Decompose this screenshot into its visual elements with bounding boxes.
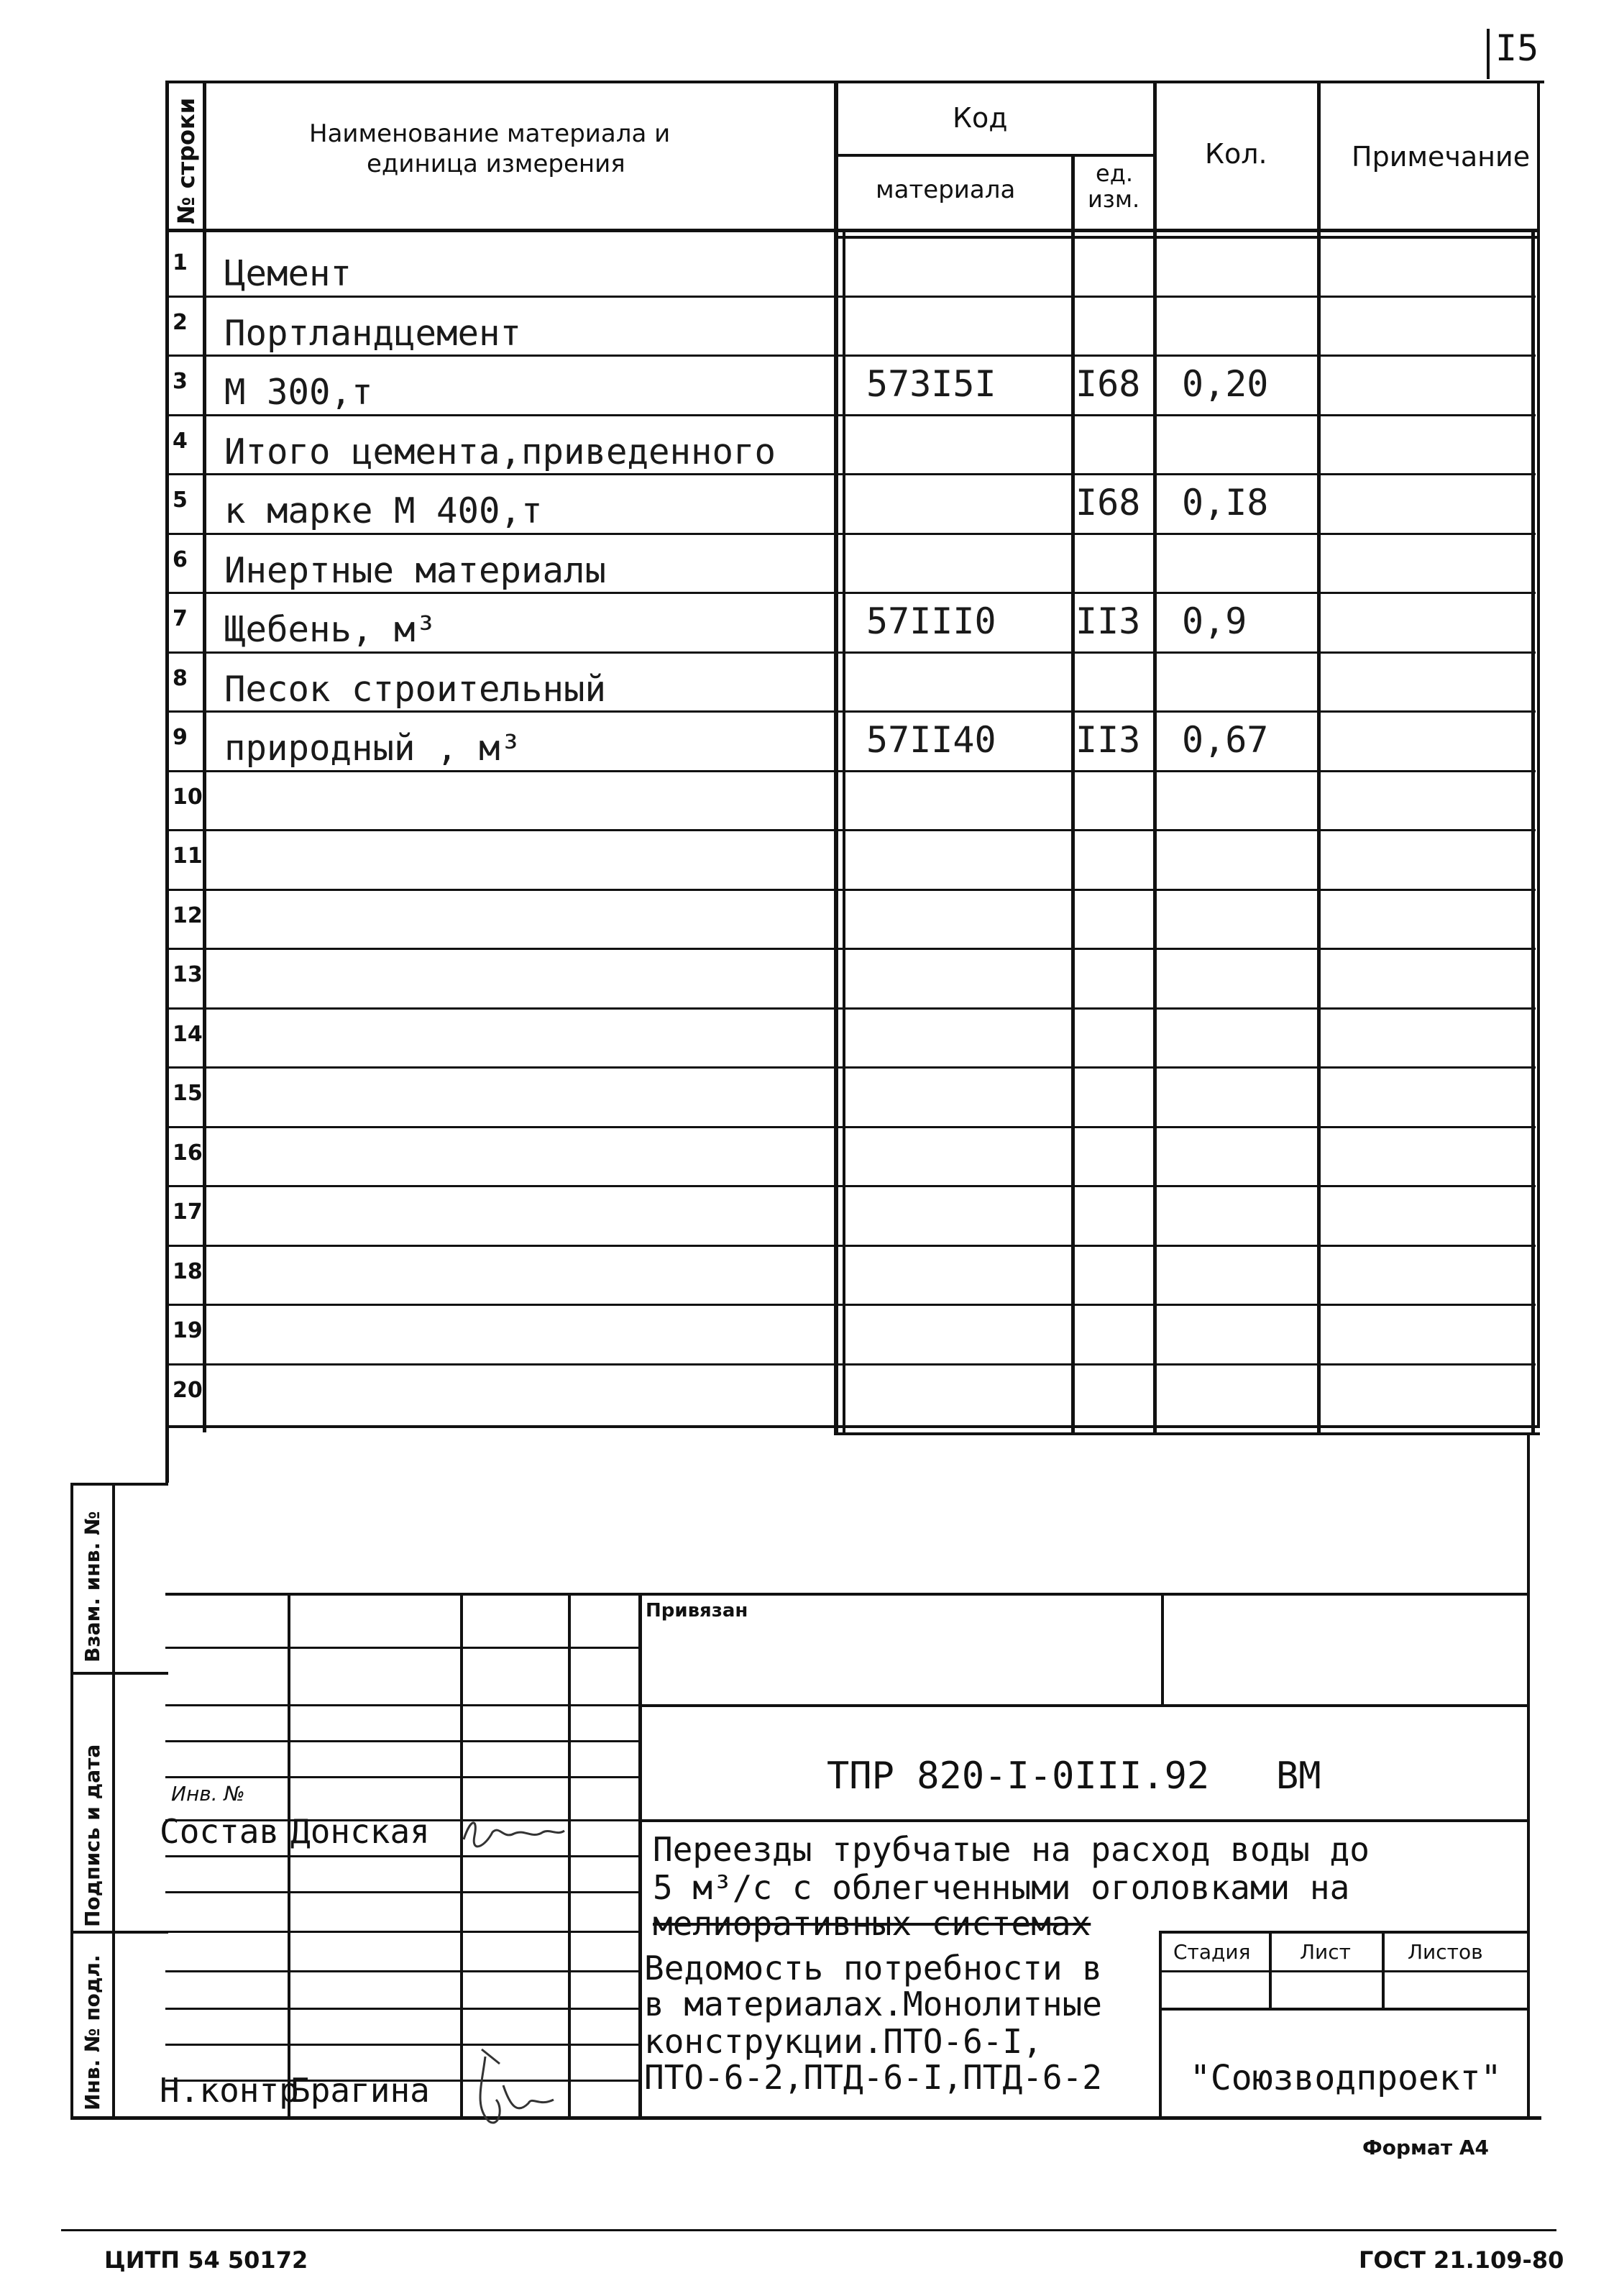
tb-grid-line xyxy=(165,1891,640,1893)
row-name: Щебень, м³ xyxy=(224,609,437,650)
row-number: 6 xyxy=(173,547,188,572)
row-separator xyxy=(165,948,1536,950)
row-number: 9 xyxy=(173,725,188,750)
header-bottom-border-2 xyxy=(834,236,1540,239)
side-stamp-mid xyxy=(112,1483,115,2119)
row-separator xyxy=(165,355,1536,357)
tb-subtitle-line3: конструкции.ПТО-6-I, xyxy=(644,2022,1042,2061)
row-number: 4 xyxy=(173,429,188,454)
row-name: Песок строительный xyxy=(224,669,607,710)
tb-grid-line xyxy=(165,1776,640,1778)
row-name: Инертные материалы xyxy=(224,550,607,591)
row-code: 573I5I xyxy=(866,363,996,405)
tb-doc-code: ТПР 820-I-0III.92 xyxy=(827,1755,1210,1798)
col-sep-note-right xyxy=(1531,230,1535,1432)
tb-title-line3: мелиоративных системах xyxy=(653,1904,1091,1943)
row-separator xyxy=(165,473,1536,475)
row-number: 12 xyxy=(173,903,203,928)
row-name: к марке М 400,т xyxy=(224,490,543,531)
row-number: 20 xyxy=(173,1378,203,1403)
tb-listov-label: Листов xyxy=(1408,1940,1483,1964)
header-bottom-border xyxy=(165,229,1540,232)
row-qty: 0,9 xyxy=(1182,600,1247,642)
tb-list-label: Лист xyxy=(1300,1940,1351,1964)
row-separator xyxy=(165,889,1536,891)
footer-rule xyxy=(61,2229,1556,2231)
row-number: 10 xyxy=(173,785,203,810)
row-number: 16 xyxy=(173,1140,203,1166)
row-number: 14 xyxy=(173,1022,203,1047)
tb-nkontr-role: Н.контр xyxy=(160,2071,299,2110)
tb-grid-line xyxy=(165,1970,640,1972)
row-number: 11 xyxy=(173,843,203,869)
header-qty: Кол. xyxy=(1205,138,1267,170)
tb-title-line2: 5 м³/с с облегченными оголовками на xyxy=(653,1868,1350,1907)
header-code-material: материала xyxy=(876,175,1016,204)
row-name: Цемент xyxy=(224,253,352,294)
tb-grid-line xyxy=(165,1740,640,1742)
row-name: М 300,т xyxy=(224,372,373,413)
page-number-bracket xyxy=(1487,29,1490,79)
col-sep-qty xyxy=(1317,81,1321,1432)
row-number: 13 xyxy=(173,962,203,987)
tb-privyazan-sep xyxy=(1161,1593,1164,1704)
tb-stage-col xyxy=(1159,1931,1162,2119)
row-number: 1 xyxy=(173,250,188,275)
tb-right-border xyxy=(1527,1435,1530,2119)
tb-grid-line xyxy=(165,1855,640,1857)
table-left-border xyxy=(165,81,169,1483)
row-separator xyxy=(165,1007,1536,1010)
row-code: 57III0 xyxy=(866,600,996,642)
row-number: 5 xyxy=(173,488,188,513)
col-sep-unit xyxy=(1153,81,1157,1432)
row-separator xyxy=(165,1066,1536,1069)
row-unit: I68 xyxy=(1075,363,1141,405)
side-stamp-sep1 xyxy=(70,1672,168,1675)
row-number: 18 xyxy=(173,1259,203,1284)
tb-inv-no-label: Инв. № xyxy=(171,1782,245,1806)
tb-privyazan-label: Привязан xyxy=(646,1600,748,1622)
tb-subtitle-line4: ПТО-6-2,ПТД-6-I,ПТД-6-2 xyxy=(644,2058,1102,2097)
row-qty: 0,I8 xyxy=(1182,482,1269,523)
row-separator xyxy=(165,1363,1536,1366)
header-note: Примечание xyxy=(1352,141,1531,173)
table-top-border xyxy=(165,81,1544,83)
col-sep-name xyxy=(834,81,838,1432)
row-separator xyxy=(165,1185,1536,1187)
col-sep-rowno xyxy=(203,81,206,1432)
tb-subtitle-line2: в материалах.Монолитные xyxy=(644,1985,1102,2023)
format-label: Формат А4 xyxy=(1362,2136,1489,2159)
signature-nkontr xyxy=(460,2042,561,2136)
row-separator xyxy=(165,414,1536,416)
tb-code-bottom xyxy=(638,1819,1530,1822)
tb-grid-line xyxy=(165,1647,640,1649)
header-code-unit-1: ед. xyxy=(1096,160,1133,187)
row-number: 7 xyxy=(173,606,188,631)
row-separator xyxy=(165,651,1536,654)
row-separator xyxy=(165,1126,1536,1128)
table-right-border xyxy=(1537,81,1540,1425)
side-stamp-vzam-inv: Взам. инв. № xyxy=(81,1511,104,1662)
table-bottom-border xyxy=(165,1425,1540,1428)
tb-organization: "Союзводпроект" xyxy=(1190,2058,1502,2098)
tb-stage-row xyxy=(1159,1970,1530,1972)
row-name: Итого цемента,приведенного xyxy=(224,431,776,472)
row-separator xyxy=(165,1304,1536,1306)
tb-listov-col xyxy=(1382,1931,1385,2010)
tb-grid-line xyxy=(165,2008,640,2010)
row-name: Портландцемент xyxy=(224,313,522,354)
tb-title-bottom xyxy=(1159,1931,1530,1934)
tb-doc-suffix: ВМ xyxy=(1276,1755,1321,1798)
side-stamp-podpis-data: Подпись и дата xyxy=(81,1744,104,1927)
row-number: 15 xyxy=(173,1081,203,1106)
side-stamp-left xyxy=(70,1483,73,2119)
row-separator xyxy=(165,829,1536,831)
tb-stadiya-label: Стадия xyxy=(1173,1940,1251,1964)
signature-sostavil xyxy=(460,1811,568,1854)
row-separator xyxy=(165,1245,1536,1247)
tb-list-col xyxy=(1269,1931,1272,2010)
row-separator xyxy=(165,592,1536,594)
row-number: 2 xyxy=(173,310,188,335)
side-stamp-bottom xyxy=(70,2116,1541,2120)
tb-privyazan-bottom xyxy=(638,1704,1530,1707)
tb-nkontr-name: Брагина xyxy=(290,2071,430,2110)
footer-left: ЦИТП 54 50172 xyxy=(104,2246,308,2274)
row-qty: 0,20 xyxy=(1182,363,1269,405)
tb-sostavil-name: Донская xyxy=(290,1812,430,1851)
row-separator xyxy=(165,533,1536,535)
col-sep-name-2 xyxy=(843,230,845,1432)
footer-right: ГОСТ 21.109-80 xyxy=(1359,2246,1564,2274)
table-bottom-border-2 xyxy=(834,1432,1540,1435)
row-number: 3 xyxy=(173,369,188,394)
tb-grid-line xyxy=(165,2044,640,2046)
tb-title-line1: Переезды трубчатые на расход воды до xyxy=(653,1830,1370,1869)
row-number: 8 xyxy=(173,666,188,691)
row-number: 17 xyxy=(173,1199,203,1225)
tb-grid-line xyxy=(165,1931,640,1933)
row-separator xyxy=(165,296,1536,298)
header-code-unit-2: изм. xyxy=(1088,186,1140,213)
code-subheader-line xyxy=(834,154,1156,157)
header-row-no: № строки xyxy=(173,97,200,224)
page-number: I5 xyxy=(1495,27,1539,69)
tb-sostavil-role: Состав xyxy=(160,1812,280,1851)
row-separator xyxy=(165,710,1536,713)
header-name-line1: Наименование материала и xyxy=(309,119,671,148)
side-stamp-inv-podl: Инв. № подл. xyxy=(81,1954,104,2110)
row-qty: 0,67 xyxy=(1182,719,1269,761)
header-name-line2: единица измерения xyxy=(367,150,625,178)
tb-stage-row2 xyxy=(1159,2008,1530,2011)
tb-subtitle-line1: Ведомость потребности в xyxy=(644,1949,1102,1988)
header-code: Код xyxy=(953,102,1008,134)
col-sep-code xyxy=(1071,154,1075,1432)
row-unit: II3 xyxy=(1075,719,1141,761)
row-name: природный , м³ xyxy=(224,728,522,769)
row-unit: I68 xyxy=(1075,482,1141,523)
row-separator xyxy=(165,770,1536,772)
row-number: 19 xyxy=(173,1318,203,1343)
tb-grid-line xyxy=(165,1704,640,1706)
side-stamp-outer-top xyxy=(70,1483,168,1486)
row-code: 57II40 xyxy=(866,719,996,761)
row-unit: II3 xyxy=(1075,600,1141,642)
tb-top-line xyxy=(165,1593,1530,1596)
side-stamp-sep2 xyxy=(70,1931,168,1934)
